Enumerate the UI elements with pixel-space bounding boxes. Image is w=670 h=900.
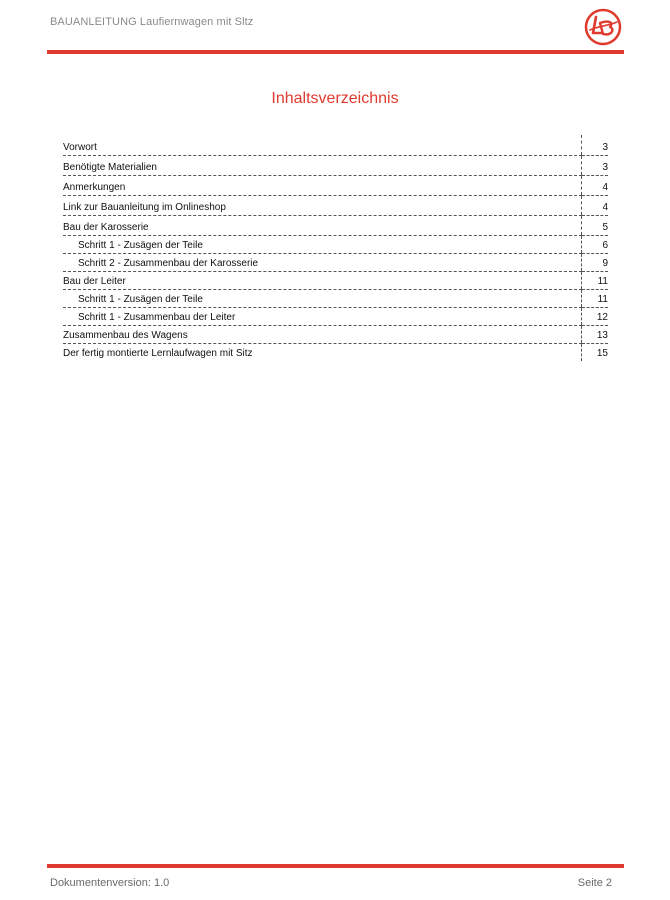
toc-entry-title: Bau der Karosserie: [63, 215, 582, 235]
toc-entry[interactable]: [63, 195, 608, 215]
toc-entry-page: 13: [582, 325, 609, 343]
toc-entry-page: 11: [582, 271, 609, 289]
toc-entry[interactable]: [63, 155, 608, 175]
page-number: Seite 2: [577, 877, 612, 889]
toc-entry[interactable]: [63, 307, 608, 325]
toc-entry-title: Link zur Bauanleitung im Onlineshop: [63, 195, 582, 215]
toc-entry-page: 6: [582, 235, 609, 253]
document-header-title: BAUANLEITUNG Laufiernwagen mit Sltz: [50, 16, 254, 28]
toc-entry[interactable]: [63, 343, 608, 361]
document-version: Dokumentenversion: 1.0: [50, 877, 170, 889]
toc-entry-title: Schritt 1 - Zusägen der Teile: [63, 289, 582, 307]
toc-entry-title: Zusammenbau des Wagens: [63, 325, 582, 343]
header-divider: [47, 50, 624, 54]
toc-entry-page: 11: [582, 289, 609, 307]
toc-entry-page: 5: [582, 215, 609, 235]
toc-entry-title: Schritt 2 - Zusammenbau der Karosserie: [63, 253, 582, 271]
toc-entry[interactable]: [63, 271, 608, 289]
toc-entry[interactable]: [63, 253, 608, 271]
toc-entry[interactable]: [63, 289, 608, 307]
company-logo: [584, 8, 622, 46]
toc-entry[interactable]: [63, 235, 608, 253]
toc-entry-page: 3: [582, 155, 609, 175]
toc-entry-page: 4: [582, 175, 609, 195]
toc-entry[interactable]: [63, 215, 608, 235]
toc-heading: Inhaltsverzeichnis: [271, 90, 399, 107]
toc-entry-page: 9: [582, 253, 609, 271]
toc-entry[interactable]: [63, 325, 608, 343]
toc-entry[interactable]: [63, 175, 608, 195]
footer-divider: [47, 864, 624, 868]
toc-entry-title: Bau der Leiter: [63, 271, 582, 289]
toc-entry-title: Vorwort: [63, 135, 582, 155]
toc-entry-title: Der fertig montierte Lernlaufwagen mit Sitz: [63, 348, 253, 359]
toc-entry[interactable]: [63, 135, 608, 155]
toc-entry-title: Schritt 1 - Zusammenbau der Leiter: [63, 307, 582, 325]
table-of-contents: [63, 135, 608, 361]
toc-entry-page: 3: [582, 135, 609, 155]
toc-entry-title: Schritt 1 - Zusägen der Teile: [63, 235, 582, 253]
toc-entry-page: 12: [582, 307, 609, 325]
toc-entry-title: Benötigte Materialien: [63, 155, 582, 175]
toc-entry-page: 15: [582, 343, 609, 361]
toc-entry-page: 4: [582, 195, 609, 215]
toc-entry-title: Anmerkungen: [63, 175, 582, 195]
